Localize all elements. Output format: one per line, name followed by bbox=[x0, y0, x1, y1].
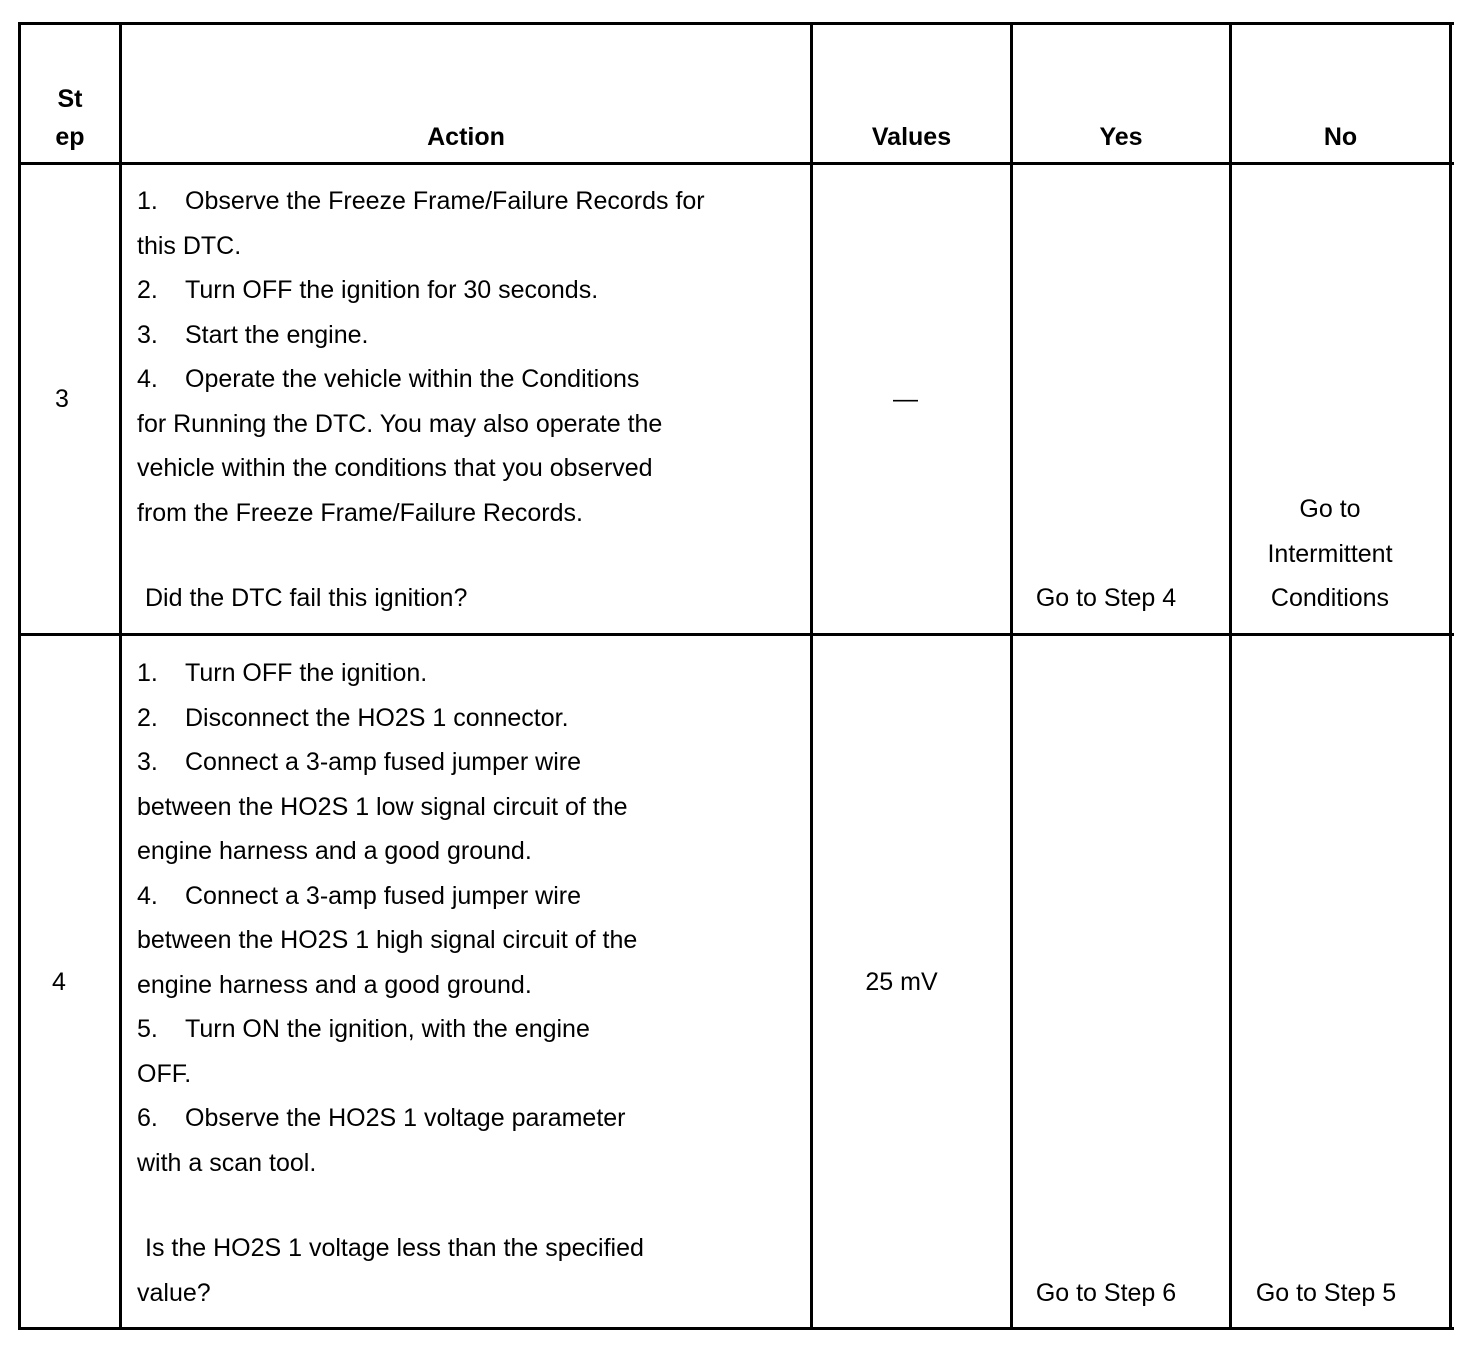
action-text: Turn ON the ignition, with the engine bbox=[185, 1015, 590, 1043]
header-step-line-2: ep bbox=[55, 123, 85, 151]
step-4-value: 25 mV bbox=[865, 968, 938, 996]
action-text: Disconnect the HO2S 1 connector. bbox=[185, 703, 569, 732]
no-line: Conditions bbox=[1270, 584, 1390, 612]
action-line: with a scan tool. bbox=[137, 1148, 317, 1177]
action-line: from the Freeze Frame/Failure Records. bbox=[137, 498, 583, 527]
no-line: Intermittent bbox=[1267, 539, 1393, 568]
step-4-yes: Go to Step 6 bbox=[1035, 1279, 1177, 1307]
action-line bbox=[137, 179, 705, 224]
action-line bbox=[137, 651, 637, 696]
action-line: this DTC. bbox=[137, 231, 242, 260]
action-line bbox=[137, 313, 705, 358]
column-divider-step-action bbox=[119, 22, 122, 1330]
step-3-number: 3 bbox=[55, 385, 69, 413]
action-line bbox=[137, 357, 705, 402]
list-number: 5. bbox=[137, 1015, 158, 1043]
header-divider bbox=[18, 162, 1454, 165]
header-action: Action bbox=[427, 123, 505, 151]
table-bottom-border bbox=[18, 1327, 1454, 1330]
diagnostic-table bbox=[18, 22, 1454, 1330]
action-line: vehicle within the conditions that you observed bbox=[137, 454, 653, 482]
list-number: 2. bbox=[137, 703, 158, 732]
action-text: Operate the vehicle within the Conditions bbox=[185, 365, 640, 393]
step-4-no: Go to Step 5 bbox=[1255, 1279, 1397, 1307]
header-yes: Yes bbox=[1099, 123, 1143, 151]
step-3-action bbox=[137, 179, 705, 535]
column-divider-action-values bbox=[810, 22, 813, 1330]
action-text: Turn OFF the ignition. bbox=[185, 659, 428, 687]
list-number: 1. bbox=[137, 659, 158, 687]
list-number: 1. bbox=[137, 187, 158, 215]
action-text: Connect a 3-amp fused jumper wire bbox=[185, 748, 582, 776]
row-divider bbox=[18, 633, 1454, 636]
step-3-yes: Go to Step 4 bbox=[1035, 584, 1177, 612]
action-line bbox=[137, 1007, 637, 1052]
no-line: Go to bbox=[1299, 495, 1361, 523]
action-text: Turn OFF the ignition for 30 seconds. bbox=[185, 276, 599, 304]
action-line: engine harness and a good ground. bbox=[137, 837, 532, 865]
list-number: 4. bbox=[137, 881, 158, 910]
table-right-border bbox=[1449, 22, 1452, 1330]
action-line: between the HO2S 1 high signal circuit of the bbox=[137, 926, 638, 954]
question-line: value? bbox=[137, 1278, 211, 1307]
action-line bbox=[137, 268, 705, 313]
table-left-border bbox=[18, 22, 21, 1330]
list-number: 6. bbox=[137, 1104, 158, 1132]
action-text: Observe the Freeze Frame/Failure Records for bbox=[185, 187, 705, 215]
question-line: Is the HO2S 1 voltage less than the specified bbox=[145, 1234, 644, 1262]
table-top-border bbox=[18, 22, 1454, 25]
action-text: Observe the HO2S 1 voltage parameter bbox=[185, 1104, 626, 1132]
header-no: No bbox=[1323, 123, 1358, 151]
list-number: 4. bbox=[137, 365, 158, 393]
action-line bbox=[137, 696, 637, 741]
step-4-action bbox=[137, 651, 637, 1185]
action-text: Start the engine. bbox=[185, 320, 369, 349]
column-divider-yes-no bbox=[1229, 22, 1232, 1330]
list-number: 3. bbox=[137, 748, 158, 776]
action-line: OFF. bbox=[137, 1059, 192, 1088]
column-divider-values-yes bbox=[1010, 22, 1013, 1330]
action-line: for Running the DTC. You may also operate the bbox=[137, 409, 663, 438]
action-line: between the HO2S 1 low signal circuit of the bbox=[137, 792, 628, 821]
action-line: engine harness and a good ground. bbox=[137, 970, 532, 999]
step-3-no bbox=[1232, 487, 1428, 621]
step-4-question bbox=[137, 1226, 644, 1315]
step-3-value: — bbox=[893, 385, 918, 413]
step-3-question: Did the DTC fail this ignition? bbox=[145, 584, 468, 612]
action-line bbox=[137, 1096, 637, 1141]
action-text: Connect a 3-amp fused jumper wire bbox=[185, 881, 582, 910]
action-line bbox=[137, 740, 637, 785]
step-4-number: 4 bbox=[52, 968, 66, 996]
action-line bbox=[137, 874, 637, 919]
list-number: 3. bbox=[137, 320, 158, 349]
list-number: 2. bbox=[137, 276, 158, 304]
header-step-line-1: St bbox=[57, 85, 83, 113]
header-values: Values bbox=[871, 123, 952, 151]
header-step bbox=[21, 80, 119, 156]
